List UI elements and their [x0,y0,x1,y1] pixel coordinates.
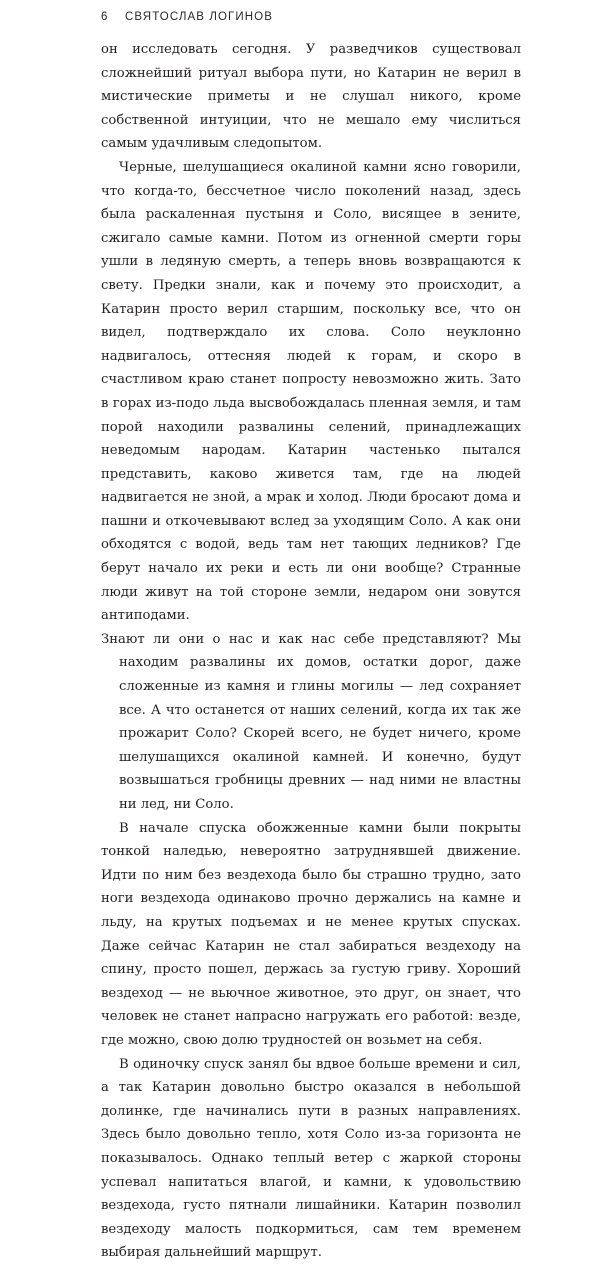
body-text [101,38,521,1265]
page-number: 6 [101,11,109,23]
paragraph: он исследовать сегодня. У разведчиков существовал сложнейший ритуал выбора пути, но Катарин не верил в мистические приметы и не слушал никого, кроме собственной интуиции, что не мешало ему числиться самым удачливым следопытом. [101,42,521,152]
author-name: СВЯТОСЛАВ ЛОГИНОВ [125,11,273,23]
paragraph-indented-block: Знают ли они о нас и как нас себе представляют? Мы находим развалины их домов, остатки дорог, даже сложенные из камня и глины могилы — лед сохраняет все. А что останется от наших селений, когда их так же прожарит Соло? Скорей всего, не будет ничего, кроме шелушащихся окалиной камней. И конечно, будут возвышаться гробницы древних — над ними не властны ни лед, ни Соло. [101,631,521,812]
paragraph: Черные, шелушащиеся окалиной камни ясно говорили, что когда-то, бессчетное число поколений назад, здесь была раскаленная пустыня и Соло, висящее в зените, сжигало самые камни. Потом из огненной смерти горы ушли в ледяную смерть, а теперь вновь возвращаются к свету. Предки знали, как и почему это происходит, а Катарин просто верил старшим, поскольку все, что он видел, подтверждало их слова. Соло неуклонно надвигалось, оттесняя людей к горам, и скоро в счастливом краю станет попросту невозможно жить. Зато в горах из-подо льда высвобождалась пленная земля, и там порой находили развалины селений, принадлежащих неведомым народам. Катарин частенько пытался представить, каково живется там, где на людей надвигается не зной, а мрак и холод. Люди бросают дома и пашни и откочевывают вслед за уходящим Соло. А как они обходятся с водой, ведь там нет тающих ледников? Где берут начало их реки и есть ли они вообще? Странные люди живут на той стороне земли, недаром они зовутся антиподами. [101,159,521,624]
running-header [101,11,273,23]
paragraph: В одиночку спуск занял бы вдвое больше времени и сил, а так Катарин довольно быстро оказался в небольшой долинке, где начинались пути в разных направлениях. Здесь было довольно тепло, хотя Соло из-за горизонта не показывалось. Однако теплый ветер с жаркой стороны успевал напитаться влагой, и камни, к удовольствию вездехода, густо пятнали лишайники. Катарин позволил вездеходу малость подкормиться, сам тем временем выбирая дальнейший маршрут. [101,1056,521,1261]
paragraph: В начале спуска обожженные камни были покрыты тонкой наледью, невероятно затруднявшей движение. Идти по ним без вездехода было бы страшно трудно, зато ноги вездехода одинаково прочно держались на камне и льду, на крутых подъемах и не менее крутых спусках. Даже сейчас Катарин не стал забираться вездеходу на спину, просто пошел, держась за густую гриву. Хороший вездеход — не вьючное животное, это друг, он знает, что человек не станет напрасно нагружать его работой: везде, где можно, свою долю трудностей он возьмет на себя. [101,820,521,1048]
